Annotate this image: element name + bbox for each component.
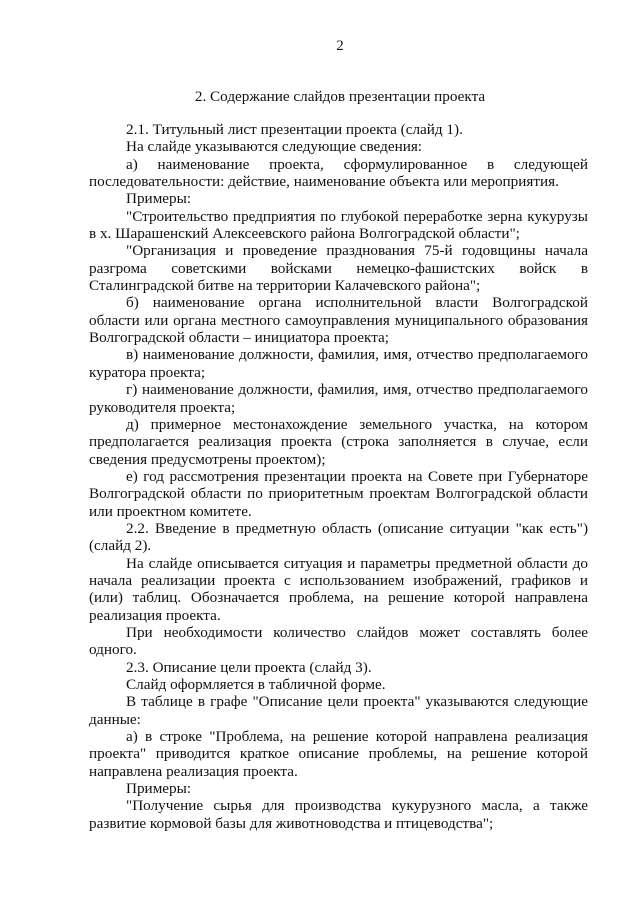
- paragraph-item-d-land-plot: д) примерное местонахождение земельного участка, на котором предполагается реализация проекта (строка заполняется в случае, если сведения предусмотрены проектом);: [89, 415, 588, 468]
- paragraph-item-e-review-year: е) год рассмотрения презентации проекта на Совете при Губернаторе Волгоградской области по приоритетным проектам Волгоградской области или проектном комитете.: [89, 467, 588, 520]
- page-number: 2: [336, 38, 344, 54]
- paragraph-examples-label-2: Примеры:: [126, 780, 192, 798]
- paragraph-table-format-note: Слайд оформляется в табличной форме.: [126, 676, 386, 693]
- document-body: [89, 121, 588, 832]
- paragraph-slide-2-description: На слайде описывается ситуация и параметры предметной области до начала реализации проекта с использованием изображений, графиков и (или) таблиц. Обозначается проблема, на решение которой направлена реализация проекта.: [89, 554, 588, 624]
- paragraph-example-corn-processing: "Строительство предприятия по глубокой переработке зерна кукурузы в х. Шарашенский Алексеевского района Волгоградской области";: [89, 207, 588, 243]
- paragraph-goal-column-intro: В таблице в графе "Описание цели проекта" указываются следующие данные:: [89, 693, 588, 728]
- section-title: 2. Содержание слайдов презентации проекта: [194, 88, 486, 105]
- paragraph-example-corn-oil: "Получение сырья для производства кукурузного масла, а также развитие кормовой базы для животноводства и птицеводства";: [89, 797, 588, 832]
- paragraph-item-a-project-name: а) наименование проекта, сформулированное в следующей последовательности: действие, наименование объекта или мероприятия.: [89, 155, 588, 191]
- paragraph-item-g-manager: г) наименование должности, фамилия, имя, отчество предполагаемого руководителя проекта;: [89, 381, 588, 416]
- paragraph-slide-info-intro: На слайде указываются следующие сведения:: [126, 138, 423, 156]
- paragraph-2-2-heading: 2.2. Введение в предметную область (описание ситуации "как есть") (слайд 2).: [89, 519, 588, 555]
- paragraph-slides-count-note: При необходимости количество слайдов может составлять более одного.: [89, 623, 588, 659]
- paragraph-2-3-heading: 2.3. Описание цели проекта (слайд 3).: [126, 658, 372, 676]
- paragraph-2-1-heading: 2.1. Титульный лист презентации проекта (слайд 1).: [126, 121, 463, 138]
- paragraph-item-a-problem-row: а) в строке "Проблема, на решение которой направлена реализация проекта" приводится краткое описание проблемы, на решение которой направлена реализация проекта.: [89, 728, 588, 780]
- paragraph-item-b-authority: б) наименование органа исполнительной власти Волгоградской области или органа местного самоуправления муниципального образования Волгоградской области – инициатора проекта;: [89, 294, 588, 347]
- paragraph-item-v-curator: в) наименование должности, фамилия, имя, отчество предполагаемого куратора проекта;: [89, 346, 588, 381]
- paragraph-example-anniversary: "Организация и проведение празднования 75-й годовщины начала разгрома советскими войсками немецко-фашистских войск в Сталинградской битве на территории Калачевского района";: [89, 242, 588, 295]
- paragraph-examples-label: Примеры:: [126, 190, 192, 208]
